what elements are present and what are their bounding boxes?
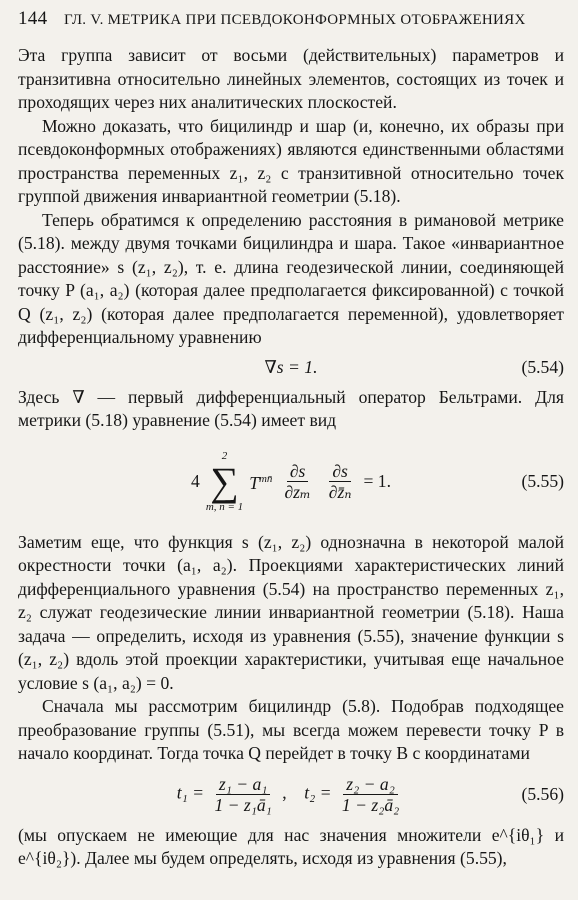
t1-lhs: t₁ = [176,782,205,803]
equation-5-55-rhs: = 1. [363,470,391,491]
equation-5-54-number: (5.54) [521,356,564,377]
running-title: ГЛ. V. МЕТРИКА ПРИ ПСЕВДОКОНФОРМНЫХ ОТОБРАЖЕНИЯХ [63,12,526,28]
equation-5-56 [18,766,564,824]
partial-fraction-2-num: ∂s [329,461,351,482]
paragraph-3: Теперь обратимся к определению расстояния в римановой метрике (5.18). между двумя точками бицилиндра и шара. Такое «инвариантное расстояние» s (z₁, z₂), т. е. длина геодезической линии, соединяющей точку P (a₁, a₂) (которая далее предполагается фиксированной) с точкой Q (z₁, z₂) (которая далее предполагается переменной), удовлетворяет дифференциальному уравнению [18,209,564,347]
sigma-icon: ∑ [210,458,239,504]
equation-5-55-number: (5.55) [521,470,564,491]
t1-numerator: z₁ − a₁ [216,774,271,795]
equation-5-55-formula [18,451,564,513]
equation-separator: , [282,782,287,803]
t2-lhs: t₂ = [304,782,332,803]
partial-fraction-2-den: ∂z̄ₙ [328,482,352,502]
t2-numerator: z₂ − a₂ [343,774,398,795]
paragraph-6: Сначала мы рассмотрим бицилиндр (5.8). Подобрав подходящее преобразование группы (5.51), мы всегда можем перевести точку P в начало координат. Тогда точка Q перейдет в точку B с координатами [18,696,564,763]
partial-fraction-1 [281,461,313,502]
page-number: 144 [18,8,48,29]
t2-denominator: 1 − z₂ā₂ [341,795,400,815]
paragraph-5: Заметим еще, что функция s (z₁, z₂) однозначна в некоторой малой окрестности точки (a₁, a₂). Проекциями характеристических линий дифференциального уравнения (5.54) на пространство переменных z₁, z₂ служат геодезические линии инвариантной геометрии (5.18). Наша задача — определить, исходя из уравнения (5.55), значение функции s (z₁, z₂) вдоль этой проекции характеристики, учитывая еще начальное условие s (a₁, a₂) = 0. [18,531,564,693]
metric-tensor-superscript: mn̄ [258,472,273,485]
partial-fraction-1-num: ∂s [287,461,309,482]
metric-tensor-term [249,468,272,495]
metric-tensor-symbol: T [249,472,259,493]
equation-5-54 [18,350,564,386]
equation-5-56-number: (5.56) [521,783,564,804]
equation-5-54-formula: ∇s = 1. [264,356,318,377]
equation-5-55 [18,433,564,531]
page-body [18,44,564,871]
running-header [18,8,558,30]
sum-lower-limit: m, n = 1 [205,500,244,513]
summation-sign [206,451,243,513]
partial-fraction-1-den: ∂zₘ [284,482,311,502]
partial-fraction-2 [326,461,355,502]
t1-denominator: 1 − z₁ā₁ [214,795,272,815]
t1-fraction [211,774,274,815]
paragraph-7: (мы опускаем не имеющие для нас значения множители e^{iθ₁} и e^{iθ₂}). Далее мы будем определять, исходя из уравнения (5.55), [18,824,564,868]
t2-fraction [339,774,402,815]
sum-coefficient: 4 [191,470,200,491]
sum-upper-limit: 2 [221,449,228,462]
equation-5-56-formula [18,774,564,815]
paragraph-1: Эта группа зависит от восьми (действительных) параметров и транзитивна относительно линейных элементов, состоящих из точек и проходящих через них аналитических плоскостей. [18,45,564,112]
paragraph-2: Можно доказать, что бицилиндр и шар (и, конечно, их образы при псевдоконформных отображениях) являются единственными областями пространства переменных z₁, z₂ с транзитивной относительно точек группой движения инвариантной геометрии (5.18). [18,115,564,206]
paragraph-4: Здесь ∇ — первый дифференциальный оператор Бельтрами. Для метрики (5.18) уравнение (5.54) имеет вид [18,386,564,430]
